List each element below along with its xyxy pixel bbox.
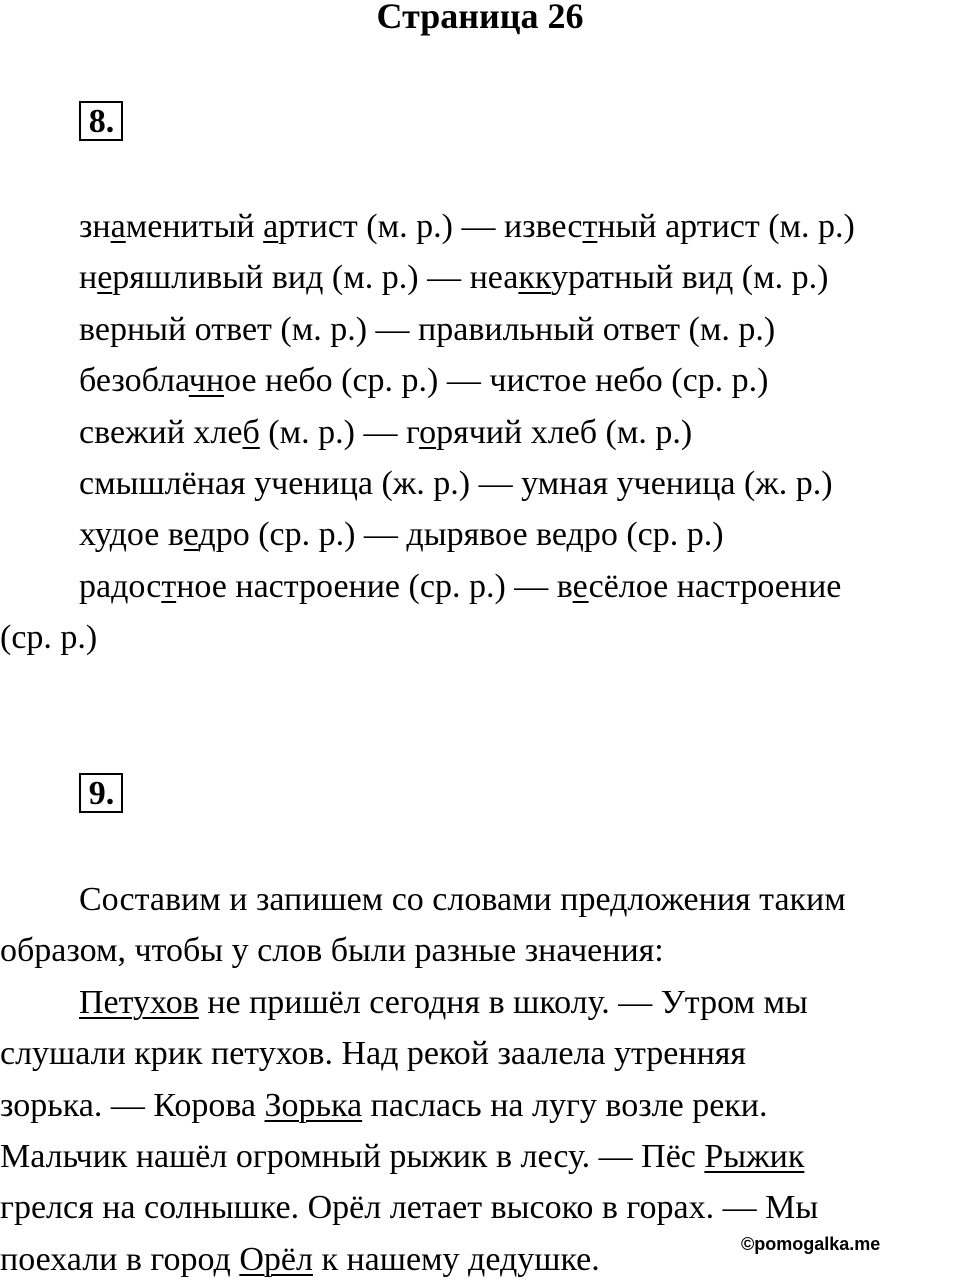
task-8-answer [0,201,960,664]
task-number-8: 8. [79,101,123,141]
watermark: ©pomogalka.me [741,1234,881,1254]
text-segment: ное настроение (ср. р.) — в [176,567,573,605]
text-line [0,612,960,663]
text-line [0,509,960,560]
underlined-text: кк [518,259,551,297]
text-segment: Мальчик нашёл огромный рыжик в лесу. — Пёс [0,1138,705,1176]
page-title: Страница 26 [376,0,584,36]
text-line [0,1080,960,1131]
text-line [0,252,960,303]
text-line [0,407,960,458]
text-segment: верный ответ (м. р.) — правильный ответ (м. р.) [79,310,776,348]
text-line [0,458,960,509]
underlined-text: б [242,413,260,451]
text-segment: зн [79,208,111,245]
underlined-text: т [161,567,177,605]
underlined-text: Петухов [79,983,199,1021]
text-segment: ое небо (ср. р.) — чистое небо (ср. р.) [224,362,769,400]
underlined-text: чн [188,362,225,400]
text-segment: смышлёная ученица (ж. р.) — умная ученица (ж. р.) [79,465,833,503]
text-segment: грелся на солнышке. Орёл летает высоко в горах. — Мы [0,1189,819,1227]
underlined-text: е [572,567,589,605]
underlined-text: е [97,259,113,297]
text-segment: (ср. р.) [0,619,98,657]
text-segment: слушали крик петухов. Над рекой заалела утренняя [0,1035,747,1073]
underlined-text: о [419,413,437,451]
text-line [0,355,960,406]
text-line [0,1131,960,1182]
text-line [0,201,960,252]
text-segment: паслась на лугу возле реки. [362,1086,768,1124]
text-segment: свежий хле [79,413,243,451]
text-segment: уратный вид (м. р.) [550,259,829,297]
text-segment: к нашему дедушке. [312,1240,600,1278]
text-segment: не пришёл сегодня в школу. — Утром мы [198,983,808,1021]
text-segment: дро (ср. р.) — дырявое ведро (ср. р.) [198,516,724,554]
text-segment: менитый [125,208,264,245]
text-line [0,874,960,925]
underlined-text: Рыжик [704,1138,805,1176]
text-segment: Составим и запишем со словами предложения таким [79,881,846,918]
text-segment: ряшливый вид (м. р.) — неа [112,259,519,297]
text-line [0,925,960,976]
text-line [0,1028,960,1079]
text-segment: рячий хлеб (м. р.) [436,413,693,451]
text-line [0,977,960,1028]
text-segment: ный артист (м. р.) [597,208,855,245]
text-segment: радос [79,567,162,605]
underlined-text: е [183,516,199,554]
underlined-text: а [263,208,279,245]
text-segment: сёлое настроение [588,567,842,605]
text-segment: образом, чтобы у слов были разные значения: [0,932,664,970]
text-segment: н [79,259,98,297]
text-segment: поехали в город [0,1240,240,1278]
underlined-text: Орёл [239,1240,313,1278]
text-segment: безобла [79,362,189,400]
text-line [0,561,960,612]
underlined-text: а [110,208,126,245]
text-line [0,1182,960,1233]
text-segment: зорька. — Корова [0,1086,265,1124]
text-line [0,304,960,355]
text-segment: худое в [79,516,184,554]
underlined-text: т [582,208,598,245]
task-9-answer [0,874,960,1285]
underlined-text: Зорька [264,1086,363,1124]
task-number-9: 9. [79,773,123,813]
text-segment: (м. р.) — г [259,413,420,451]
text-segment: ртист (м. р.) — извес [278,208,583,245]
